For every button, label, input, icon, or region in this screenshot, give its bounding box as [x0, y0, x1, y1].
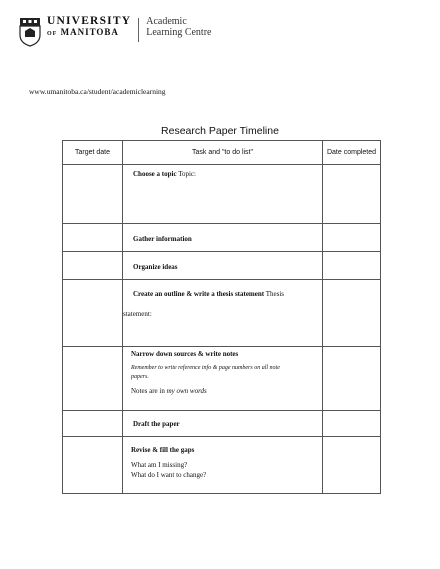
task-title: Narrow down sources & write notes: [131, 350, 239, 358]
university-name: [47, 16, 131, 40]
task-title: Create an outline & write a thesis statement: [133, 290, 265, 298]
target-date-cell[interactable]: [63, 347, 123, 411]
task-extra: Thesis: [265, 290, 284, 298]
task-cell: [123, 437, 323, 494]
table-row: [63, 252, 381, 280]
header-task: Task and "to do list": [123, 141, 323, 165]
table-row: [63, 165, 381, 224]
task-extra-2: statement:: [123, 310, 152, 318]
table-row: [63, 411, 381, 437]
date-completed-cell[interactable]: [323, 224, 381, 252]
task-title: Organize ideas: [133, 263, 178, 271]
centre-name: [146, 16, 211, 38]
task-cell: [123, 224, 323, 252]
table-row: [63, 224, 381, 252]
university-crest-icon: [19, 17, 41, 47]
table-header-row: [63, 141, 381, 165]
date-completed-cell[interactable]: [323, 165, 381, 224]
timeline-table: [62, 140, 381, 494]
centre-line1: Academic: [146, 16, 187, 27]
centre-line2: Learning Centre: [146, 27, 212, 38]
date-completed-cell[interactable]: [323, 347, 381, 411]
task-note: Remember to write reference info & page numbers on all note papers.: [131, 365, 280, 380]
task-line-1: What am I missing?: [131, 461, 188, 469]
university-name-line1: UNIVERSITY: [47, 15, 132, 27]
task-cell: [123, 411, 323, 437]
date-completed-cell[interactable]: [323, 280, 381, 347]
target-date-cell[interactable]: [63, 165, 123, 224]
task-line-a: Notes are in: [131, 387, 165, 395]
task-title: Draft the paper: [133, 420, 180, 428]
task-cell: [123, 347, 323, 411]
task-cell: [123, 165, 323, 224]
target-date-cell[interactable]: [63, 280, 123, 347]
website-url[interactable]: www.umanitoba.ca/student/academiclearning: [29, 87, 166, 96]
header-divider: [138, 18, 139, 42]
table-row: [63, 437, 381, 494]
task-cell: [123, 280, 323, 347]
task-title: Revise & fill the gaps: [131, 446, 195, 454]
page-title: Research Paper Timeline: [161, 125, 279, 137]
university-header: [19, 16, 211, 56]
task-cell: [123, 252, 323, 280]
date-completed-cell[interactable]: [323, 437, 381, 494]
date-completed-cell[interactable]: [323, 252, 381, 280]
header-date-completed: Date completed: [323, 141, 381, 165]
target-date-cell[interactable]: [63, 224, 123, 252]
table-row: [63, 347, 381, 411]
date-completed-cell[interactable]: [323, 411, 381, 437]
university-manitoba: MANITOBA: [60, 27, 119, 37]
task-line-b: my own words: [166, 387, 207, 395]
target-date-cell[interactable]: [63, 252, 123, 280]
target-date-cell[interactable]: [63, 437, 123, 494]
task-line-2: What do I want to change?: [131, 471, 207, 479]
task-extra: Topic:: [178, 170, 196, 178]
table-row: [63, 280, 381, 347]
header-target-date: Target date: [63, 141, 123, 165]
university-of: OF: [47, 31, 58, 37]
university-name-line2: [47, 27, 131, 40]
task-title: Choose a topic: [133, 170, 177, 178]
task-title: Gather information: [133, 235, 192, 243]
target-date-cell[interactable]: [63, 411, 123, 437]
